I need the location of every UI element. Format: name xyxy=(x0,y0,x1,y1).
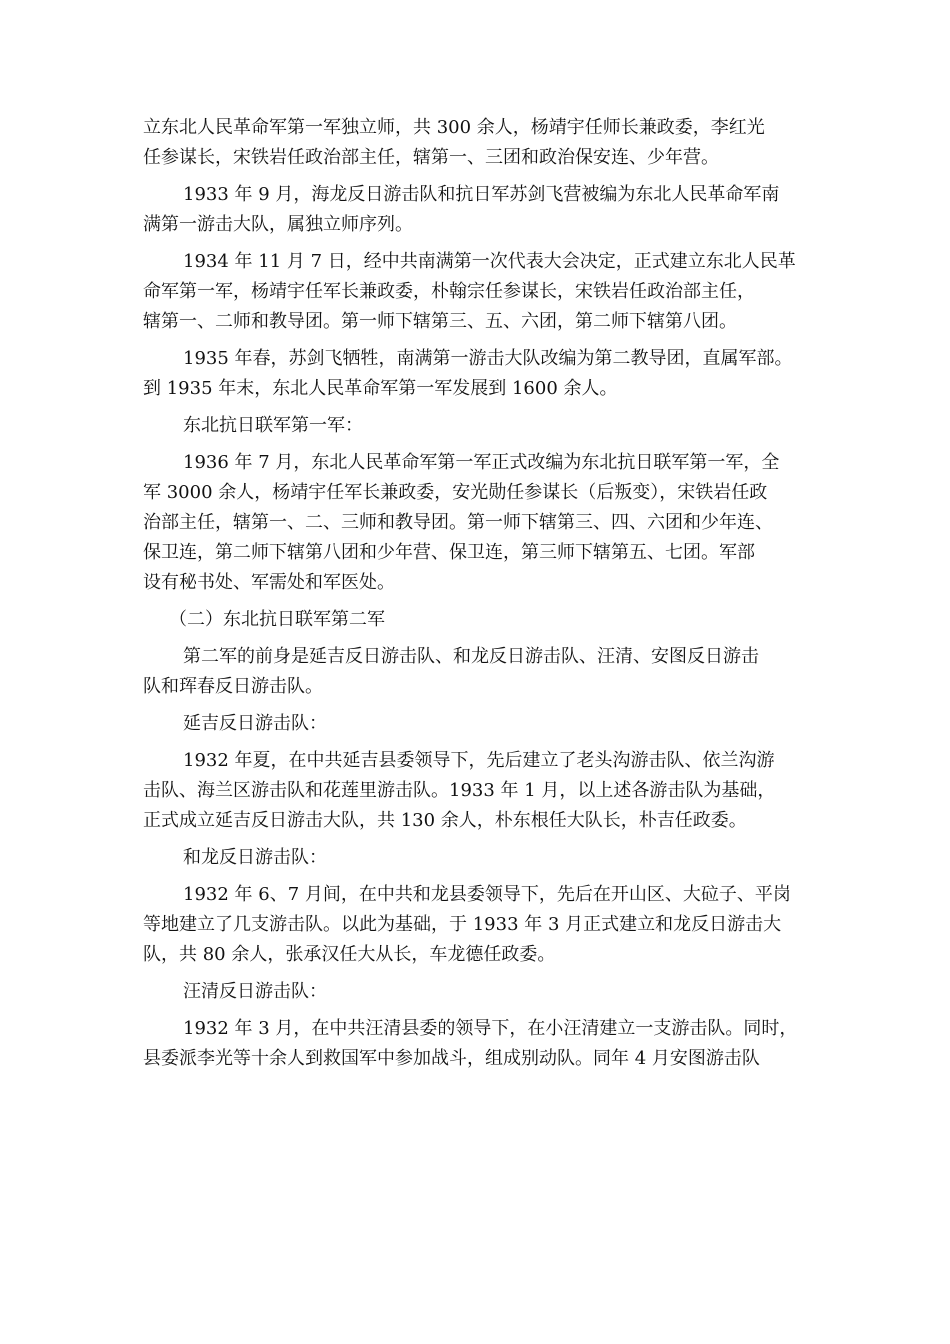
document-body xyxy=(143,113,833,1074)
text-line: 军 3000 余人，杨靖宇任军长兼政委，安光勋任参谋长（后叛变），宋铁岩任政 xyxy=(143,482,768,503)
paragraph-p6 xyxy=(143,448,833,598)
paragraph-p13 xyxy=(143,977,833,1007)
paragraph-p4 xyxy=(143,344,833,404)
text-line: 1933 年 9 月，海龙反日游击队和抗日军苏剑飞营被编为东北人民革命军南 xyxy=(183,184,780,205)
text-line: 保卫连，第二师下辖第八团和少年营、保卫连，第三师下辖第五、七团。军部 xyxy=(143,542,755,563)
text-line: 1932 年 6、7 月间，在中共和龙县委领导下，先后在开山区、大砬子、平岗 xyxy=(183,884,791,905)
text-line: 队，共 80 余人，张承汉任大从长，车龙德任政委。 xyxy=(143,944,556,965)
paragraph-p5 xyxy=(143,411,833,441)
text-line: 1935 年春，苏剑飞牺牲，南满第一游击大队改编为第二教导团，直属军部。 xyxy=(183,348,793,369)
text-line: 正式成立延吉反日游击大队，共 130 余人，朴东根任大队长，朴吉任政委。 xyxy=(143,810,747,831)
text-line: 东北抗日联军第一军： xyxy=(183,415,363,436)
text-line: 击队、海兰区游击队和花莲里游击队。1933 年 1 月，以上述各游击队为基础， xyxy=(143,780,776,801)
paragraph-p1 xyxy=(143,113,833,173)
text-line: 辖第一、二师和教导团。第一师下辖第三、五、六团，第二师下辖第八团。 xyxy=(143,311,737,332)
text-line: 任参谋长，宋铁岩任政治部主任，辖第一、三团和政治保安连、少年营。 xyxy=(143,147,719,168)
text-line: 1932 年夏，在中共延吉县委领导下，先后建立了老头沟游击队、依兰沟游 xyxy=(183,750,775,771)
paragraph-p8 xyxy=(143,642,833,702)
text-line: 立东北人民革命军第一军独立师，共 300 余人，杨靖宇任师长兼政委，李红光 xyxy=(143,117,765,138)
paragraph-p9 xyxy=(143,709,833,739)
text-line: 治部主任，辖第一、二、三师和教导团。第一师下辖第三、四、六团和少年连、 xyxy=(143,512,773,533)
text-line: 命军第一军，杨靖宇任军长兼政委，朴翰宗任参谋长，宋铁岩任政治部主任， xyxy=(143,281,755,302)
text-line: 设有秘书处、军需处和军医处。 xyxy=(143,572,395,593)
text-line: 等地建立了几支游击队。以此为基础，于 1933 年 3 月正式建立和龙反日游击大 xyxy=(143,914,782,935)
text-line: 1936 年 7 月，东北人民革命军第一军正式改编为东北抗日联军第一军，全 xyxy=(183,452,780,473)
text-line: 1934 年 11 月 7 日，经中共南满第一次代表大会决定，正式建立东北人民革 xyxy=(183,251,796,272)
paragraph-p12 xyxy=(143,880,833,970)
text-line: 1932 年 3 月，在中共汪清县委的领导下，在小汪清建立一支游击队。同时， xyxy=(183,1018,798,1039)
paragraph-p7 xyxy=(143,605,833,635)
paragraph-p11 xyxy=(143,843,833,873)
paragraph-p3 xyxy=(143,247,833,337)
paragraph-p14 xyxy=(143,1014,833,1074)
text-line: 满第一游击大队，属独立师序列。 xyxy=(143,214,413,235)
paragraph-p2 xyxy=(143,180,833,240)
text-line: 汪清反日游击队： xyxy=(183,981,327,1002)
paragraph-p10 xyxy=(143,746,833,836)
text-line: 县委派李光等十余人到救国军中参加战斗，组成别动队。同年 4 月安图游击队 xyxy=(143,1048,760,1069)
text-line: 队和珲春反日游击队。 xyxy=(143,676,323,697)
text-line: 到 1935 年末，东北人民革命军第一军发展到 1600 余人。 xyxy=(143,378,618,399)
text-line: 延吉反日游击队： xyxy=(183,713,327,734)
text-line: 和龙反日游击队： xyxy=(183,847,327,868)
text-line: （二）东北抗日联军第二军 xyxy=(169,609,385,630)
text-line: 第二军的前身是延吉反日游击队、和龙反日游击队、汪清、安图反日游击 xyxy=(183,646,759,667)
